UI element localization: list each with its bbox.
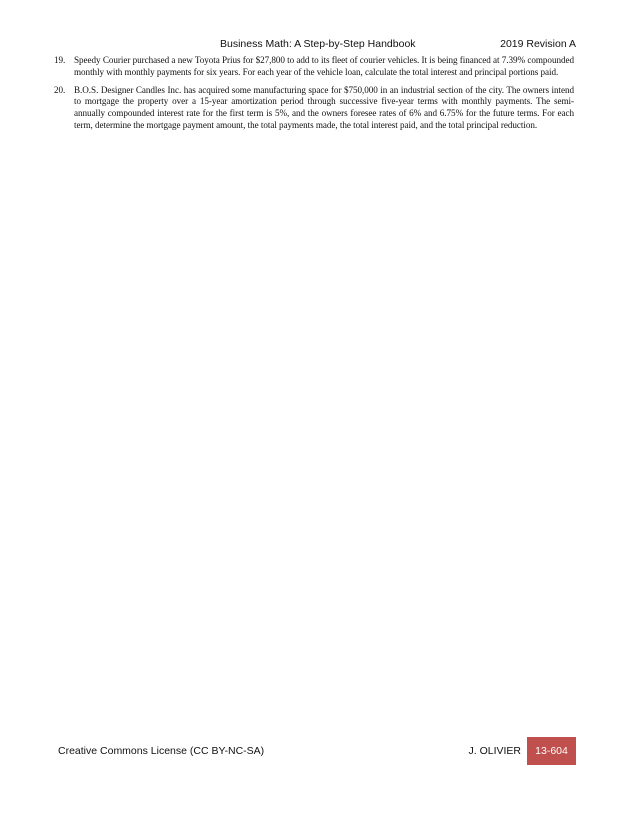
exercise-number: 20.	[54, 84, 66, 95]
page-header	[220, 37, 576, 51]
exercise-list	[54, 55, 574, 138]
exercise-number: 19.	[54, 55, 66, 65]
exercise-item	[54, 55, 574, 79]
revision-label: 2019 Revision A	[500, 38, 576, 50]
book-title: Business Math: A Step-by-Step Handbook	[220, 38, 416, 50]
exercise-text: B.O.S. Designer Candles Inc. has acquired some manufacturing space for $750,000 in an industrial section of the city. The owners intend to mortgage the property over a 15-year amortization period through successive five-year terms with monthly payments. The semi-annually compounded interest rate for the first term is 5%, and the owners foresee rates of 6% and 6.75% for the future terms. For each term, determine the mortgage payment amount, the total payments made, the total interest paid, and the total principal reduction.	[74, 84, 574, 130]
exercise-text: Speedy Courier purchased a new Toyota Prius for $27,800 to add to its fleet of courier vehicles. It is being financed at 7.39% compounded monthly with monthly payments for six years. For each year of the vehicle loan, calculate the total interest and principal portions paid.	[74, 55, 574, 77]
author-name: J. OLIVIER	[468, 745, 521, 757]
exercise-item	[54, 85, 574, 132]
page-footer	[58, 737, 576, 765]
license-text: Creative Commons License (CC BY-NC-SA)	[58, 745, 265, 757]
page-number-badge: 13-604	[527, 737, 576, 765]
